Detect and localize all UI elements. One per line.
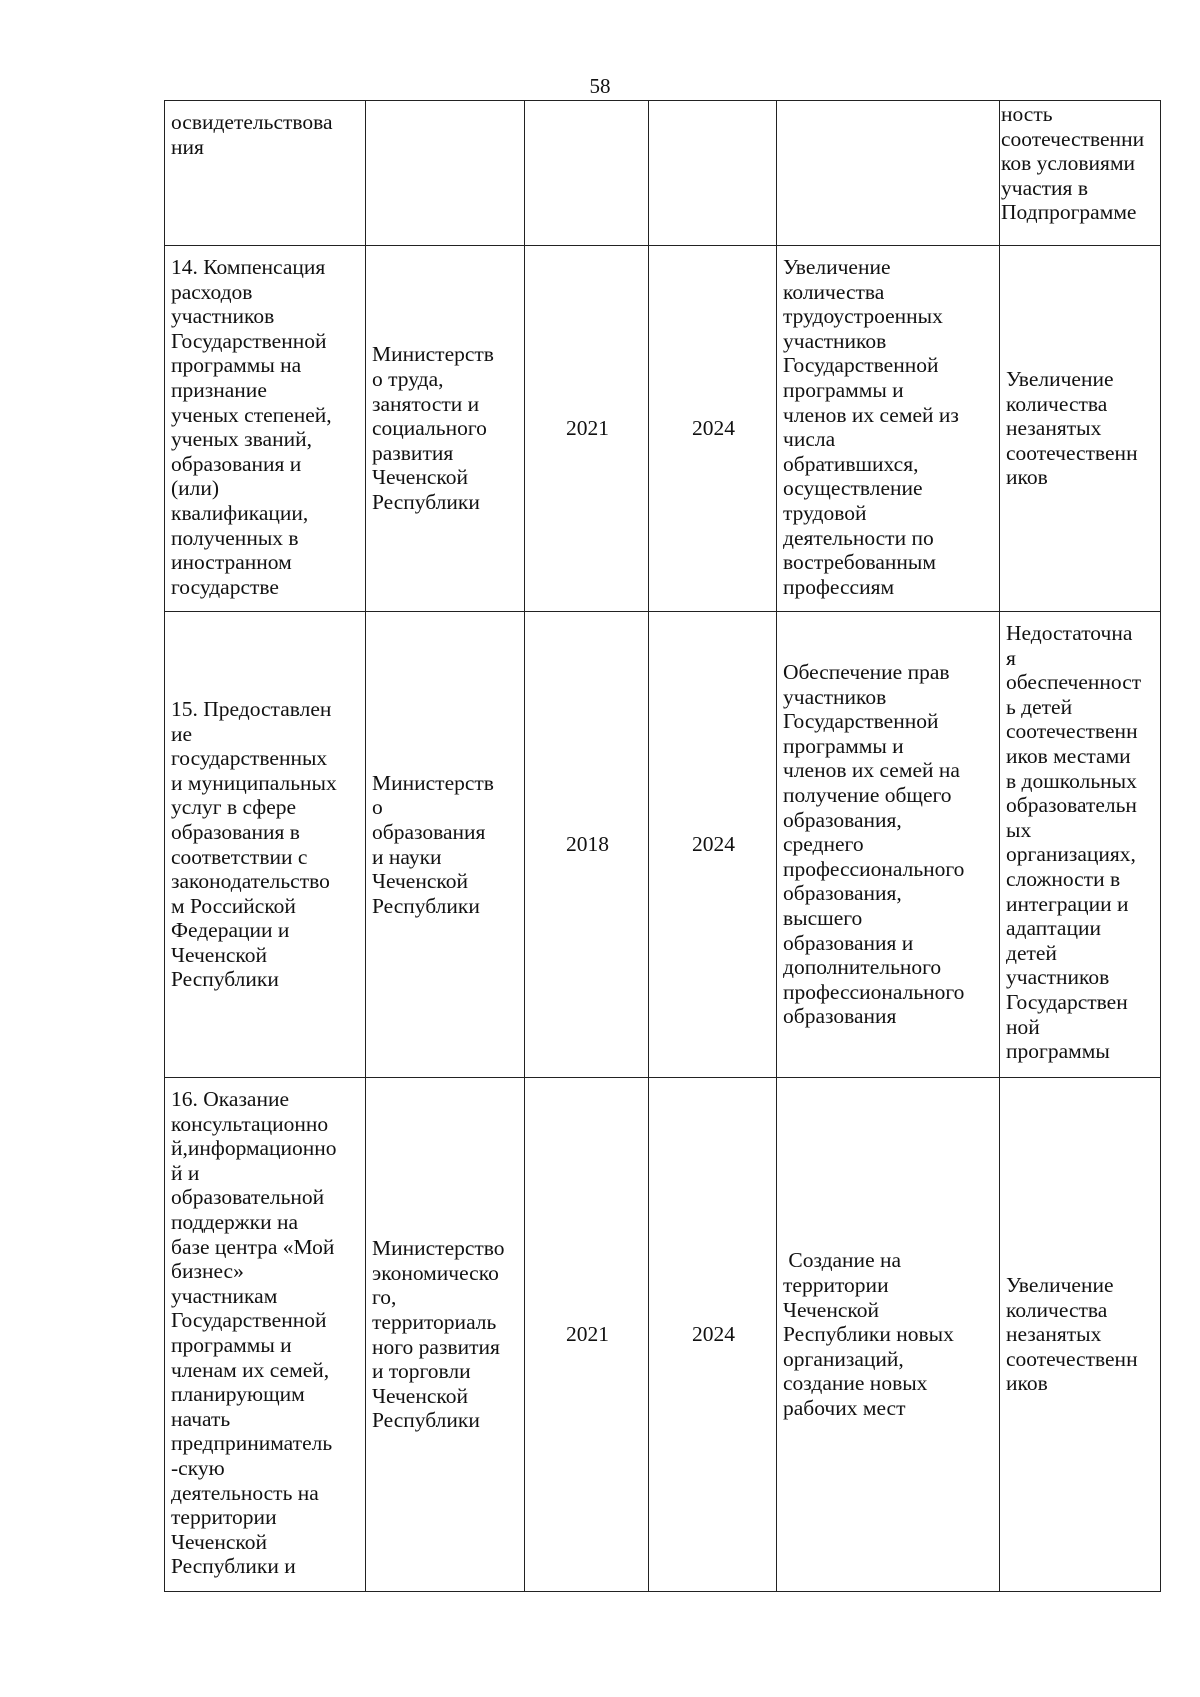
cell-line: осуществление (783, 476, 923, 501)
executor-cell (366, 246, 525, 612)
executor-cell (366, 612, 525, 1078)
cell-line: освидетельствова (171, 110, 333, 134)
consequence-cell (1000, 612, 1161, 1078)
cell-line: профессионального (783, 856, 965, 881)
cell-line: трудоустроенных (783, 304, 943, 329)
cell-line: о (372, 795, 383, 820)
cell-line: я (1006, 645, 1016, 670)
cell-line: получение общего (783, 783, 952, 808)
cell-line: Чеченской (372, 869, 468, 894)
cell-line: интеграции и (1006, 891, 1129, 916)
cell-line: Республики (372, 489, 480, 514)
cell-line: количества (1006, 391, 1108, 416)
end-year-cell (649, 101, 777, 246)
cell-line: образовательной (171, 1185, 325, 1210)
result-cell (777, 101, 1000, 246)
cell-line: организаций, (783, 1346, 904, 1371)
table-row (165, 246, 1161, 612)
cell-line: количества (783, 279, 885, 304)
cell-line: ученых степеней, (171, 402, 332, 427)
cell-line: сложности в (1006, 866, 1121, 891)
cell-line: участников (783, 328, 887, 353)
program-measures-table (164, 100, 1161, 1592)
cell-line: законодательство (171, 869, 330, 894)
cell-line: Государственной (171, 328, 327, 353)
cell-line: Государственной (783, 353, 939, 378)
executor-cell (366, 101, 525, 246)
cell-line: числа (783, 427, 836, 452)
page-number: 58 (589, 74, 611, 98)
cell-line: государстве (171, 574, 279, 599)
cell-line: детей (1006, 940, 1057, 965)
cell-line: ученых званий, (171, 427, 312, 452)
cell-line: Государственной (171, 1308, 327, 1333)
cell-line: ь детей (1006, 694, 1073, 719)
cell-line: иностранном (171, 550, 292, 575)
table-row (165, 101, 1161, 246)
cell-line: Чеченской (372, 465, 468, 490)
end-year-cell: 2024 (649, 246, 777, 612)
cell-line: и торговли (372, 1359, 471, 1384)
cell-line: полученных в (171, 525, 299, 550)
cell-line: ного развития (372, 1334, 500, 1359)
cell-line: Министерство (372, 1236, 505, 1261)
consequence-cell (1000, 101, 1161, 246)
cell-line: образования, (783, 807, 902, 832)
cell-line: программы и (783, 733, 904, 758)
cell-line: услуг в сфере (171, 795, 297, 820)
cell-line: обратившихся, (783, 451, 919, 476)
cell-line: профессиям (783, 574, 895, 599)
cell-line: создание новых (783, 1371, 928, 1396)
cell-line: трудовой (783, 500, 867, 525)
cell-line: программы и (171, 1332, 292, 1357)
cell-line: начать (171, 1406, 231, 1431)
executor-cell (366, 1078, 525, 1592)
cell-line: количества (1006, 1297, 1108, 1322)
cell-line: Недостаточна (1006, 621, 1133, 645)
cell-line: консультационно (171, 1111, 329, 1136)
cell-line: Увеличение (783, 255, 891, 279)
cell-line: соотечественни (1001, 126, 1145, 151)
table-row (165, 612, 1161, 1078)
consequence-cell (1000, 246, 1161, 612)
cell-line: государственных (171, 746, 328, 771)
cell-line: высшего (783, 905, 863, 930)
cell-line: членов их семей на (783, 758, 960, 783)
cell-line: Республики (171, 967, 279, 992)
cell-line: расходов (171, 279, 253, 304)
cell-line: образования и (171, 451, 302, 476)
cell-line: ков условиями (1001, 151, 1136, 176)
cell-line: обеспеченност (1006, 670, 1142, 695)
cell-line: программы и (783, 377, 904, 402)
cell-line: Государствен (1006, 989, 1128, 1014)
cell-line: Республики (372, 1408, 480, 1433)
cell-line: участников (1006, 965, 1110, 990)
cell-line: социального (372, 416, 487, 441)
cell-line: адаптации (1006, 916, 1101, 941)
cell-line: ния (171, 134, 204, 159)
cell-line: ность (1001, 102, 1053, 126)
cell-line: (или) (171, 476, 220, 501)
cell-line: Увеличение (1006, 1273, 1114, 1298)
cell-line: планирующим (171, 1382, 305, 1407)
cell-line: 16. Оказание (171, 1087, 290, 1111)
cell-line: Государственной (783, 709, 939, 734)
cell-line: признание (171, 377, 267, 402)
end-year-cell: 2024 (649, 612, 777, 1078)
cell-line: о труда, (372, 367, 444, 392)
end-year-cell: 2024 (649, 1078, 777, 1592)
cell-line: образования в (171, 819, 300, 844)
cell-line: -скую (171, 1455, 225, 1480)
cell-line: образования, (783, 881, 902, 906)
cell-line: Чеченской (171, 942, 267, 967)
start-year-cell (525, 101, 649, 246)
cell-line: территории (783, 1273, 889, 1298)
cell-line: образовательн (1006, 793, 1137, 818)
cell-line: участников (171, 304, 275, 329)
cell-line: Федерации и (171, 918, 290, 943)
cell-line: ых (1006, 817, 1032, 842)
cell-line: ие (171, 721, 193, 746)
cell-line: Министерств (372, 342, 494, 367)
cell-line: занятости и (372, 391, 480, 416)
cell-line: иков местами (1006, 743, 1131, 768)
cell-line: м Российской (171, 893, 296, 918)
cell-line: Министерств (372, 770, 494, 795)
cell-line: иков (1006, 465, 1048, 490)
cell-line: Чеченской (171, 1529, 267, 1554)
cell-line: незанятых (1006, 1322, 1102, 1347)
cell-line: ной (1006, 1014, 1040, 1039)
cell-line: поддержки на (171, 1209, 299, 1234)
cell-line: членов их семей из (783, 402, 959, 427)
cell-line: незанятых (1006, 416, 1102, 441)
cell-line: рабочих мест (783, 1395, 906, 1420)
cell-line: го, (372, 1285, 397, 1310)
result-cell (777, 246, 1000, 612)
cell-line: территории (171, 1505, 277, 1530)
start-year-cell: 2021 (525, 1078, 649, 1592)
cell-line: востребованным (783, 550, 936, 575)
cell-line: соотечественн (1006, 719, 1138, 744)
cell-line: экономическо (372, 1260, 499, 1285)
cell-line: Республики (372, 893, 480, 918)
cell-line: соотечественн (1006, 440, 1138, 465)
cell-line: программы (1006, 1039, 1110, 1064)
cell-line: Чеченской (372, 1383, 468, 1408)
cell-line: 15. Предоставлен (171, 696, 332, 721)
cell-line: квалификации, (171, 500, 309, 525)
cell-line: образования (783, 1004, 897, 1029)
cell-line: образования (372, 819, 486, 844)
measure-cell (165, 246, 366, 612)
cell-line: Подпрограмме (1001, 200, 1137, 225)
cell-line: организациях, (1006, 842, 1136, 867)
cell-line: участия в (1001, 175, 1088, 200)
cell-line: Обеспечение прав (783, 660, 950, 685)
measure-cell (165, 1078, 366, 1592)
cell-line: Республики новых (783, 1322, 954, 1347)
cell-line: и науки (372, 844, 442, 869)
cell-line: деятельность на (171, 1480, 319, 1505)
cell-line: территориаль (372, 1309, 497, 1334)
measure-cell (165, 612, 366, 1078)
cell-line: иков (1006, 1371, 1048, 1396)
table-row (165, 1078, 1161, 1592)
cell-line: образования и (783, 930, 914, 955)
cell-line: бизнес» (171, 1259, 244, 1284)
cell-line: дополнительного (783, 955, 942, 980)
cell-line: 14. Компенсация (171, 255, 326, 279)
start-year-cell: 2018 (525, 612, 649, 1078)
result-cell (777, 1078, 1000, 1592)
cell-line: развития (372, 440, 454, 465)
cell-line: соответствии с (171, 844, 308, 869)
cell-line: соотечественн (1006, 1346, 1138, 1371)
cell-line: программы на (171, 353, 302, 378)
cell-line: Чеченской (783, 1297, 879, 1322)
cell-line: Создание на (783, 1248, 902, 1273)
cell-line: в дошкольных (1006, 768, 1137, 793)
cell-line: участникам (171, 1283, 278, 1308)
result-cell (777, 612, 1000, 1078)
measure-cell (165, 101, 366, 246)
cell-line: и муниципальных (171, 770, 337, 795)
cell-line: й,информационно (171, 1136, 337, 1161)
consequence-cell (1000, 1078, 1161, 1592)
start-year-cell: 2021 (525, 246, 649, 612)
cell-line: Увеличение (1006, 367, 1114, 392)
cell-line: среднего (783, 832, 864, 857)
cell-line: деятельности по (783, 525, 934, 550)
cell-line: Республики и (171, 1554, 296, 1579)
cell-line: членам их семей, (171, 1357, 330, 1382)
cell-line: профессионального (783, 979, 965, 1004)
cell-line: базе центра «Мой (171, 1234, 335, 1259)
cell-line: участников (783, 684, 887, 709)
cell-line: предприниматель (171, 1431, 333, 1456)
cell-line: й и (171, 1160, 200, 1185)
